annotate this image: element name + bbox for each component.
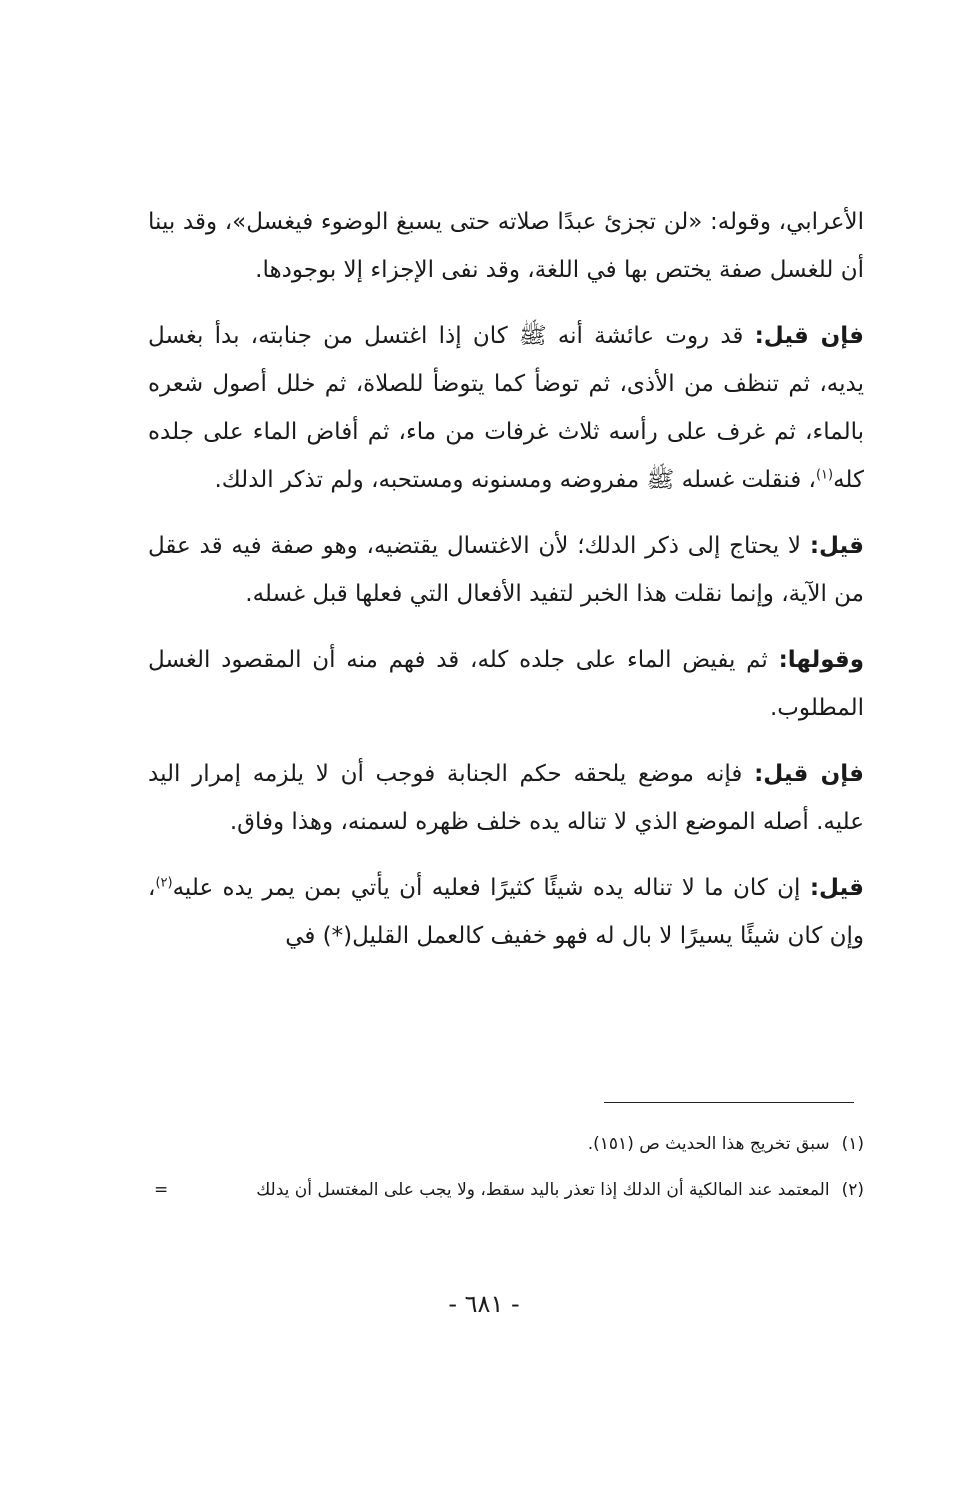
paragraph-text: لا يحتاج إلى ذكر الدلك؛ لأن الاغتسال يقتضيه، وهو صفة فيه قد عقل من الآية، وإنما نقلت هذا الخبر لتفيد الأفعال التي فعلها قبل غسله. [148,533,864,607]
paragraph-text: الأعرابي، وقوله: «لن تجزئ عبدًا صلاته حتى يسبغ الوضوء فيغسل»، وقد بينا أن للغسل صفة يختص بها في اللغة، وقد نفى الإجزاء إلا بوجودها. [148,209,864,283]
footnote-text: سبق تخريج هذا الحديث ص (١٥١). [587,1134,830,1154]
main-text [148,198,864,978]
paragraph-3 [148,522,864,618]
paragraph-tail: ، وإن كان شيئًا يسيرًا لا بال له فهو خفيف كالعمل القليل(*) في [148,875,864,949]
paragraph-lead: قيل: [809,533,864,559]
paragraph-1 [148,198,864,294]
paragraph-lead: وقولها: [778,647,864,673]
paragraph-text: قد روت عائشة أنه ﷺ كان إذا اغتسل من جنابته، بدأ بغسل يديه، ثم تنظف من الأذى، ثم توضأ كما يتوضأ للصلاة، ثم خلل أصول شعره بالماء، ثم غرف على رأسه ثلاث غرفات من ماء، ثم أفاض الماء على جلده كله [148,323,864,493]
footnote-ref: (١) [815,467,834,483]
page-number: - ٦٨١ - [448,1290,520,1318]
paragraph-6 [148,864,864,960]
footnote-divider [604,1102,854,1103]
footnote-number: (٢) [841,1180,864,1200]
paragraph-text: فإنه موضع يلحقه حكم الجنابة فوجب أن لا يلزمه إمرار اليد عليه. أصله الموضع الذي لا تناله يده خلف ظهره لسمنه، وهذا وفاق. [148,761,864,835]
paragraph-4 [148,636,864,732]
footnote-2 [148,1178,864,1202]
paragraph-text: ثم يفيض الماء على جلده كله، قد فهم منه أن المقصود الغسل المطلوب. [148,647,864,721]
footnotes [148,1132,864,1224]
paragraph-5 [148,750,864,846]
footnote-ref: (٢) [155,875,173,891]
footnote-text: المعتمد عند المالكية أن الدلك إذا تعذر باليد سقط، ولا يجب على المغتسل أن يدلك [256,1180,830,1200]
paragraph-text: إن كان ما لا تناله يده شيئًا كثيرًا فعليه أن يأتي بمن يمر يده عليه [172,875,810,901]
footnote-1 [148,1132,864,1156]
paragraph-lead: فإن قيل: [754,761,864,787]
paragraph-2 [148,312,864,504]
paragraph-lead: فإن قيل: [754,323,864,349]
paragraph-tail: ، فنقلت غسله ﷺ مفروضه ومسنونه ومستحبه، ولم تذكر الدلك. [214,467,816,493]
paragraph-lead: قيل: [809,875,864,901]
footnote-number: (١) [841,1134,864,1154]
footnote-continuation: = [154,1180,169,1200]
